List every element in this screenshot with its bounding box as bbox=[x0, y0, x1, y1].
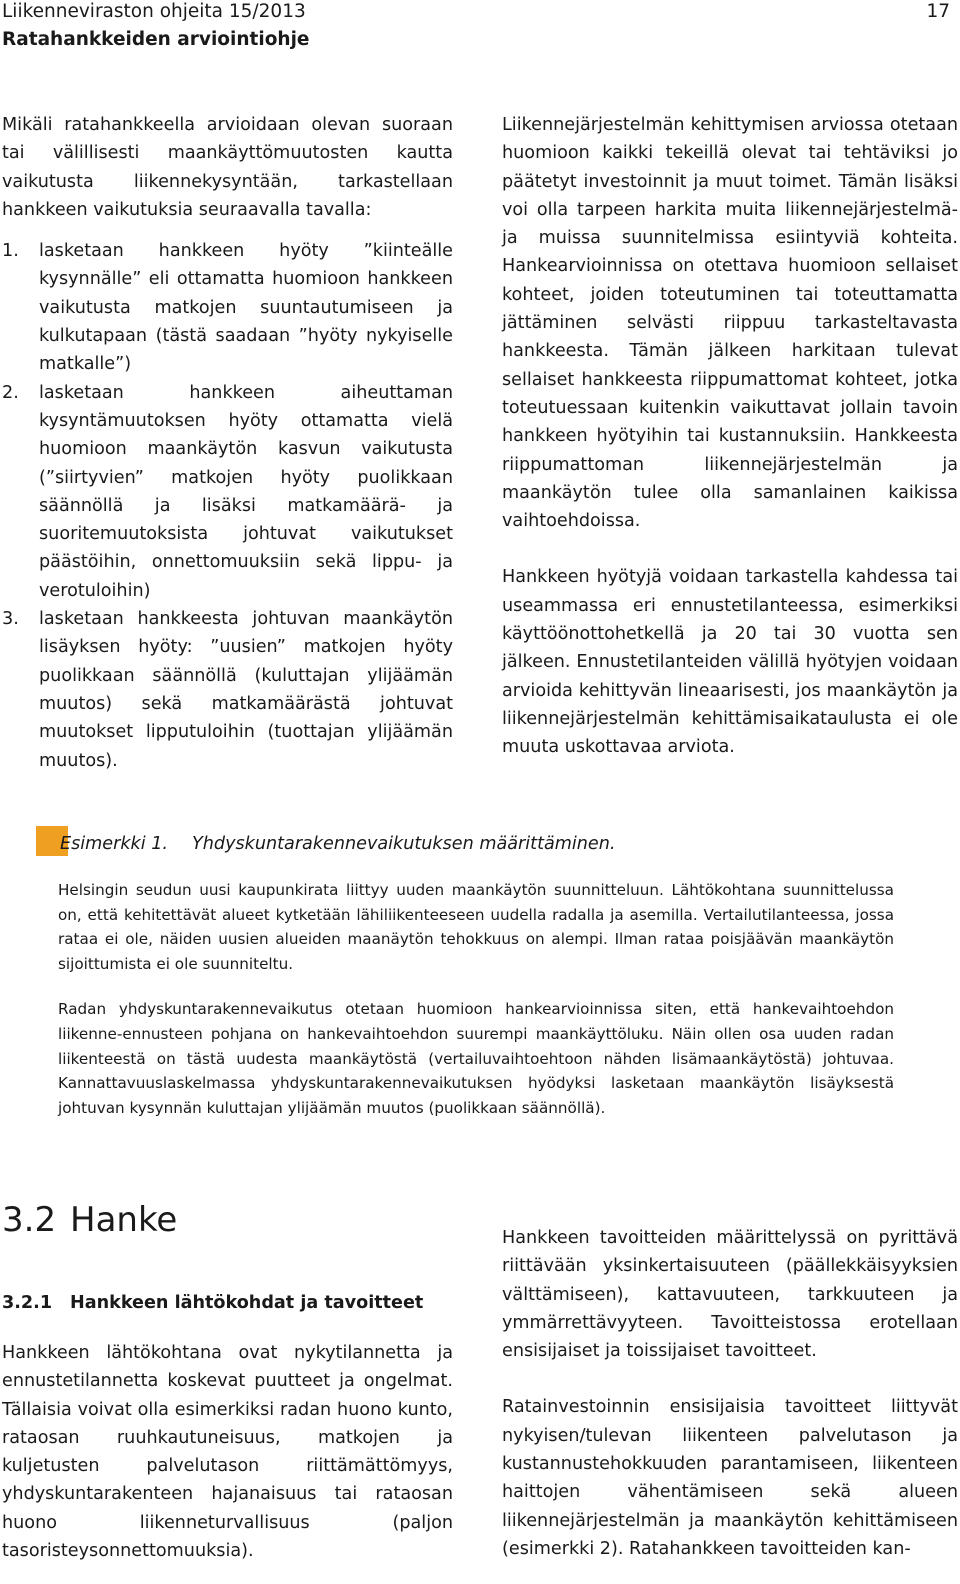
bottom-left-column bbox=[2, 1339, 453, 1565]
list-item-text: lasketaan hankkeesta johtuvan maankäytön lisäyksen hyöty: ”uusien” matkojen hyöty puolikkaan säännöllä (kuluttajan ylijäämän muutos) sekä matkamäärästä johtuvat muutokset lipputuloihin (tuottajan ylijäämän muutos). bbox=[39, 609, 453, 771]
effect-calculation-list bbox=[2, 237, 453, 775]
intro-paragraph: Mikäli ratahankkeella arvioidaan olevan suoraan tai välillisesti maankäyttömuutosten kautta vaikutusta liikennekysyntään, tarkastellaan hankkeen vaikutuksia seuraavalla tavalla: bbox=[2, 115, 453, 220]
example-body bbox=[58, 878, 894, 1120]
list-item-text: lasketaan hankkeen hyöty ”kiinteälle kysynnälle” eli ottamatta huomioon hankkeen vaikutusta matkojen suuntautumiseen ja kulkutapaan (tästä saadaan ”hyöty nykyiselle matkalle”) bbox=[39, 241, 453, 375]
subsection-number: 3.2.1 bbox=[2, 1293, 53, 1313]
list-item bbox=[2, 379, 453, 605]
primary-objectives-paragraph: Ratainvestoinnin ensisijaisia tavoitteet liittyvät nykyisen/tulevan liikenteen palvelutason ja kustannustehokkuuden parantamiseen, liikenteen haittojen vähentämiseen sekä alueen liikennejärjestelmän ja maankäytön kehittämiseen (esimerkki 2). Ratahankkeen tavoitteiden kan- bbox=[502, 1397, 958, 1559]
subsection-title: Hankkeen lähtökohdat ja tavoitteet bbox=[70, 1293, 424, 1313]
example-paragraph: Helsingin seudun uusi kaupunkirata liittyy uuden maankäytön suunnitteluun. Lähtökohtana suunnittelussa on, että kehitettävät alueet kytketään lähiliikenteeseen uudella radalla ja asemilla. Vertailutilanteessa, jossa rataa ei ole, näiden uusien alueiden maanäytön tehokkuus on alempi. Ilman rataa poisjäävän maankäytön sijoittumista ei ole suunniteltu. bbox=[58, 881, 894, 973]
top-left-column bbox=[2, 111, 453, 775]
publication-series: Liikenneviraston ohjeita 15/2013 bbox=[2, 1, 306, 22]
list-item bbox=[2, 605, 453, 775]
example-paragraph: Radan yhdyskuntarakennevaikutus otetaan huomioon hankearvioinnissa siten, että hankevaihtoehdon liikenne-ennusteen pohjana on hankevaihtoehdon suurempi maankäyttöluku. Näin ollen osa uuden radan liikenteestä on tästä uudesta maankäytöstä (vertailuvaihtoehtoon nähden lisämaankäytöstä) johtuvaa. Kannattavuuslaskelmassa yhdyskuntarakennevaikutuksen hyödyksi lasketaan maankäytön lisäyksestä johtuvan kysynnän kuluttajan ylijäämän muutos (puolikkaan säännöllä). bbox=[58, 1000, 894, 1117]
example-title: Yhdyskuntarakennevaikutuksen määrittäminen. bbox=[192, 834, 616, 854]
list-item bbox=[2, 237, 453, 378]
example-heading bbox=[60, 830, 616, 858]
page-number: 17 bbox=[926, 1, 950, 22]
bottom-right-column bbox=[502, 1224, 958, 1563]
subsection-heading bbox=[2, 1289, 423, 1317]
top-right-column bbox=[502, 111, 958, 762]
list-item-text: lasketaan hankkeen aiheuttaman kysyntämuutoksen hyöty ottamatta vielä huomioon maankäytön kasvun vaikutusta (”siirtyvien” matkojen hyöty puolikkaan säännöllä ja lisäksi matkamäärä- ja suoritemuutoksista johtuvat vaikutukset päästöihin, onnettomuuksiin sekä lippu- ja verotuloihin) bbox=[39, 382, 453, 601]
list-item-number: 3. bbox=[2, 609, 19, 630]
list-item-number: 2. bbox=[2, 382, 19, 403]
list-item-number: 1. bbox=[2, 241, 19, 262]
traffic-system-paragraph: Liikennejärjestelmän kehittymisen arviossa otetaan huomioon kaikki tekeillä olevat tai tehtäviksi jo päätetyt investoinnit ja muut toimet. Tämän lisäksi voi olla tarpeen harkita muita liikennejärjestelmä- ja muissa suunnitelmissa esiintyviä kohteita. Hankearvioinnissa on otettava huomioon sellaiset kohteet, joiden toteutuminen tai toteuttamatta jättäminen selvästi riippuu tarkasteltavasta hankkeesta. Tämän jälkeen harkitaan tulevat sellaiset hankkeesta riippumattomat kohteet, jotka toteutuessaan kuitenkin vaikuttavat jollain tavoin hankkeen hyötyihin tai kustannuksiin. Hankkeesta riippumattoman liikennejärjestelmän ja maankäytön tulee olla samanlainen kaikissa vaihtoehdoissa. bbox=[502, 115, 958, 532]
section-number: 3.2 bbox=[2, 1200, 57, 1240]
objectives-paragraph: Hankkeen tavoitteiden määrittelyssä on pyrittävä riittävään yksinkertaisuuteen (päällekkäisyyksien välttämiseen), kattavuuteen, tarkkuuteen ja ymmärrettävyyteen. Tavoitteistossa erotellaan ensisijaiset ja toissijaiset tavoitteet. bbox=[502, 1228, 958, 1362]
example-label: Esimerkki 1. bbox=[60, 834, 169, 854]
section-heading bbox=[2, 1198, 177, 1242]
section-title: Hanke bbox=[70, 1200, 178, 1240]
benefits-forecast-paragraph: Hankkeen hyötyjä voidaan tarkastella kahdessa tai useammassa eri ennustetilanteessa, esimerkiksi käyttöönottohetkellä ja 20 tai 30 vuotta sen jälkeen. Ennustetilanteiden välillä hyötyjen voidaan arvioida kehittyvän lineaarisesti, jos maankäytön ja liikennejärjestelmän kehittämisaikataulusta ei ole muuta uskottavaa arviota. bbox=[502, 567, 958, 758]
guide-title: Ratahankkeiden arviointiohje bbox=[2, 29, 310, 50]
project-basis-paragraph: Hankkeen lähtökohtana ovat nykytilannetta ja ennustetilannetta koskevat puutteet ja ongelmat. Tällaisia voivat olla esimerkiksi radan huono kunto, rataosan ruuhkautuneisuus, matkojen ja kuljetusten palvelutason riittämättömyys, yhdyskuntarakenteen hajanaisuus tai rataosan huono liikenneturvallisuus (paljon tasoristeysonnettomuuksia). bbox=[2, 1343, 453, 1562]
